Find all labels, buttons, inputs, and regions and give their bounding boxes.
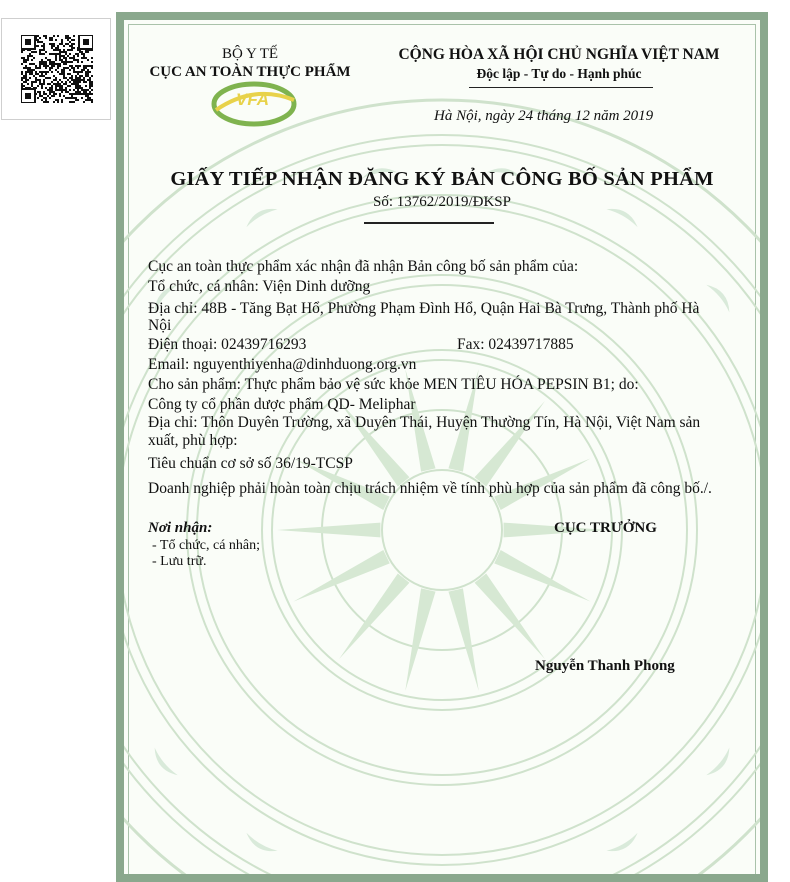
national-motto: Độc lập - Tự do - Hạnh phúc	[476, 66, 642, 81]
recipients-heading: Nơi nhận:	[148, 520, 213, 536]
recipient-item: - Lưu trữ.	[152, 554, 207, 569]
manufacturer: Công ty cổ phần dược phẩm QD- Meliphar	[148, 396, 416, 413]
bird-motif	[706, 748, 735, 780]
responsibility-statement: Doanh nghiệp phải hoàn toàn chịu trách nhiệm về tính phù hợp của sản phẩm đã công bố./.	[148, 480, 712, 497]
bird-motif	[243, 833, 278, 857]
intro-text: Cục an toàn thực phẩm xác nhận đã nhận Bản công bố sản phẩm của:	[148, 258, 579, 275]
phone: Điện thoại: 02439716293	[148, 336, 307, 353]
issue-date: Hà Nội, ngày 24 tháng 12 năm 2019	[434, 108, 654, 124]
standard: Tiêu chuẩn cơ sở số 36/19-TCSP	[148, 455, 353, 472]
manufacturer-address-line1: Địa chỉ: Thôn Duyên Trường, xã Duyên Thái, Huyện Thường Tín, Hà Nội, Việt Nam sản	[148, 414, 701, 431]
document-number: Số: 13762/2019/ĐKSP	[373, 194, 511, 210]
drum-ray	[405, 588, 435, 691]
qr-code	[1, 18, 111, 120]
drum-ray	[339, 573, 409, 659]
signatory-title: CỤC TRƯỞNG	[554, 520, 657, 536]
document-title: GIẤY TIẾP NHẬN ĐĂNG KÝ BẢN CÔNG BỐ SẢN PHẨM	[170, 168, 714, 190]
certificate-document	[116, 12, 768, 882]
country-name: CỘNG HÒA XÃ HỘI CHỦ NGHĨA VIỆT NAM	[398, 46, 720, 63]
product: Cho sản phẩm: Thực phẩm bảo vệ sức khỏe MEN TIÊU HÓA PEPSIN B1; do:	[148, 376, 639, 393]
fax: Fax: 02439717885	[457, 336, 574, 353]
motto-underline	[469, 87, 653, 88]
org-address-line2: Nội	[148, 317, 172, 334]
drum-ray	[475, 573, 545, 659]
bird-motif	[606, 833, 641, 857]
bird-motif	[706, 280, 735, 312]
signatory-name: Nguyễn Thanh Phong	[535, 658, 675, 674]
bird-motif	[149, 748, 178, 780]
email: Email: nguyenthiyenha@dinhduong.org.vn	[148, 356, 417, 373]
qr-code-icon	[21, 35, 93, 103]
drum-ray	[277, 523, 380, 538]
drum-ray	[448, 588, 478, 691]
org-address-line1: Địa chỉ: 48B - Tăng Bạt Hổ, Phường Phạm Đình Hổ, Quận Hai Bà Trưng, Thành phố Hà	[148, 300, 700, 317]
recipient-item: - Tổ chức, cá nhân;	[152, 538, 261, 553]
vfa-logo-text: VFA	[236, 90, 270, 109]
ministry-name: BỘ Y TẾ	[221, 46, 279, 62]
drum-pattern-background	[124, 20, 760, 882]
title-underline	[364, 222, 494, 224]
organization: Tổ chức, cá nhân: Viện Dinh dưỡng	[148, 278, 371, 295]
manufacturer-address-line2: xuất, phù hợp:	[148, 432, 238, 449]
agency-name: CỤC AN TOÀN THỰC PHẨM	[149, 64, 351, 80]
